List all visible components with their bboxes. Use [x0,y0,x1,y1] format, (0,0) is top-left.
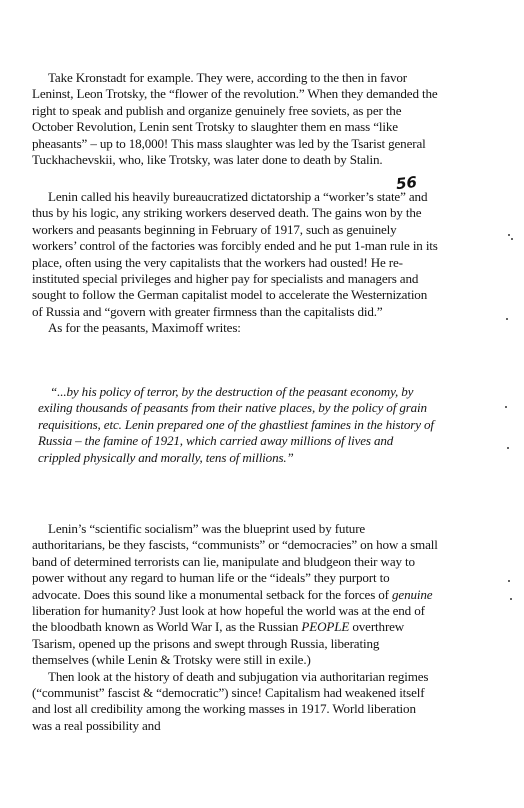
scan-speck [508,580,510,582]
scan-speck [506,318,508,320]
emphasis-people: PEOPLE [301,619,350,635]
scan-speck [508,234,510,236]
quote-text: “...by his policy of terror, by the destruction of the peasant economy, by exiling thousands of peasants from their native places, by the policy of grain requisitions, etc. Lenin prepared one of the ghastliest famines in the history of Russia – the famine of 1921, which carried away millions of lives and crippled physically and morally, tens of millions.” [38,384,434,465]
paragraph-text-part: liberation for humanity? Just look at how hopeful the world was at the end of the bloodbath known as World War I, as the Russian [32,603,425,635]
scan-speck [510,598,512,600]
paragraph-group-scientific-socialism [32,521,438,734]
emphasis-genuine: genuine [392,586,433,602]
block-quote-maximoff [38,384,438,466]
paragraph-group-workers-state [32,189,438,337]
handwritten-page-number: 56 [395,172,418,194]
scan-speck [511,238,513,240]
paragraph-text-part: Lenin’s “scientific socialism” was the blueprint used by future authoritarians, be they fascists, “communists” or “democracies” on how a small band of determined terrorists can lie, manipulate and bludgeon their way to power without any regard to human life or the “ideals” they purport to advocate. Does this sound like a monumental setback for the forces of [32,521,438,602]
scan-speck [507,447,509,449]
scan-speck [505,406,507,408]
paragraph-kronstadt: Take Kronstadt for example. They were, according to the then in favor Leninst, Leon Trotsky, the “flower of the revolution.” When they demanded the right to speak and publish and organize genuinely free soviets, as per the October Revolution, Lenin sent Trotsky to slaughter them en mass “like pheasants” – up to 18,000! This mass slaughter was led by the Tsarist general Tuckhachevskii, who, like Trotsky, was later done to death by Stalin. [32,70,438,168]
paragraph-text-part: overthrew Tsarism, opened up the prisons and swept through Russia, liberating themselves (while Lenin & Trotsky were still in exile.) [32,619,405,668]
paragraph-group-kronstadt [32,70,438,168]
paragraph-workers-state: Lenin called his heavily bureaucratized dictatorship a “worker’s state” and thus by his logic, any striking workers deserved death. The gains won by the workers and peasants beginning in February of 1917, such as genuinely workers’ control of the factories was forcibly ended and he put 1-man rule in its place, often using the very capitalists that the workers had ousted! He re-instituted special privileges and higher pay for specialists and managers and sought to follow the German capitalist model to accelerate the Westernization of Russia and “govern with greater firmness than the capitalists did.” [32,189,438,319]
paragraph-peasants-intro: As for the peasants, Maximoff writes: [48,320,241,336]
paragraph-history-of-death: Then look at the history of death and subjugation via authoritarian regimes (“communist” fascist & “democratic”) since! Capitalism had weakened itself and lost all credibility among the working masses in 1917. World liberation was a real possibility and [32,668,429,733]
paragraph-scientific-socialism [32,521,438,669]
